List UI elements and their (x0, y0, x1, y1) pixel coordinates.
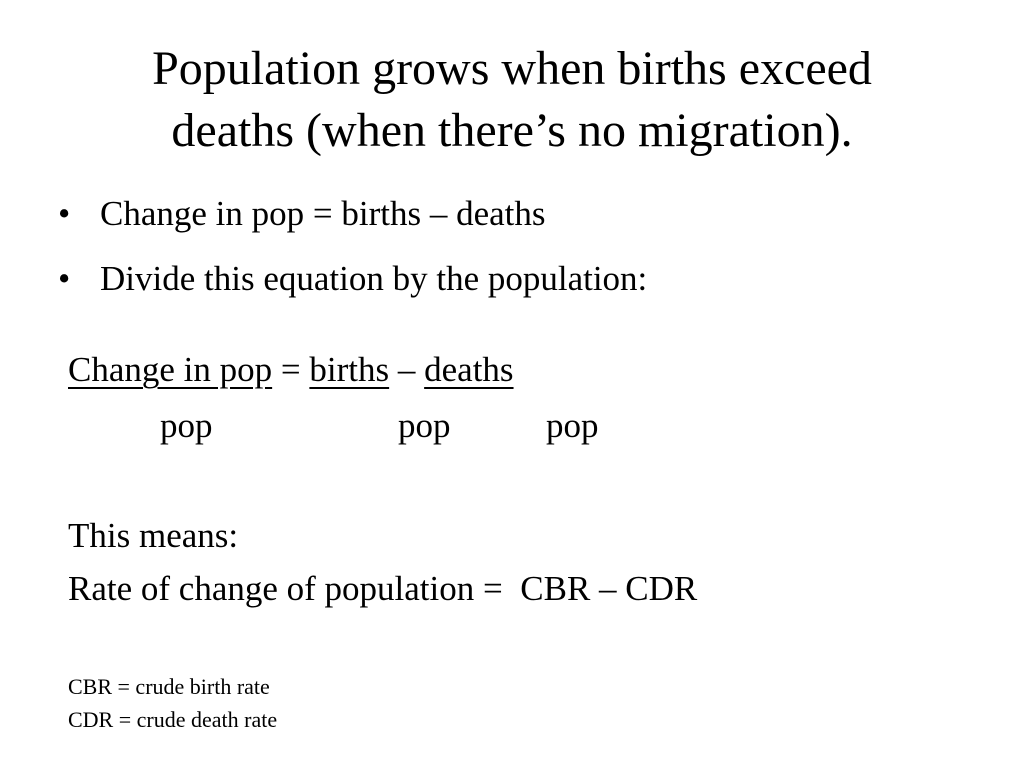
bullet-item (56, 189, 647, 239)
title-line-1: Population grows when births exceed (152, 42, 872, 95)
rate-equation: Rate of change of population = CBR – CDR (68, 569, 698, 608)
equation-minus: – (397, 350, 416, 389)
definition-cbr: CBR = crude birth rate (68, 674, 270, 699)
equation-term-deaths: deaths (424, 350, 514, 389)
equation-denominator-3: pop (546, 406, 599, 445)
bullet-list (56, 189, 647, 319)
bullet-text: Divide this equation by the population: (100, 259, 648, 298)
bullet-marker: • (58, 259, 71, 298)
slide-title (40, 38, 984, 162)
equation-denominator-2: pop (398, 406, 451, 445)
equation-denominator-1: pop (160, 406, 213, 445)
equation-term-change: Change in pop (68, 350, 273, 389)
means-label: This means: (68, 516, 239, 555)
bullet-marker: • (58, 194, 71, 233)
bullet-text: Change in pop = births – deaths (100, 194, 546, 233)
equation-equals: = (280, 350, 301, 389)
title-line-2: deaths (when there’s no migration). (171, 104, 853, 157)
bullet-item (56, 254, 647, 304)
definition-cdr: CDR = crude death rate (68, 707, 278, 732)
equation-numerator-row (68, 348, 514, 392)
equation-term-births: births (309, 350, 390, 389)
